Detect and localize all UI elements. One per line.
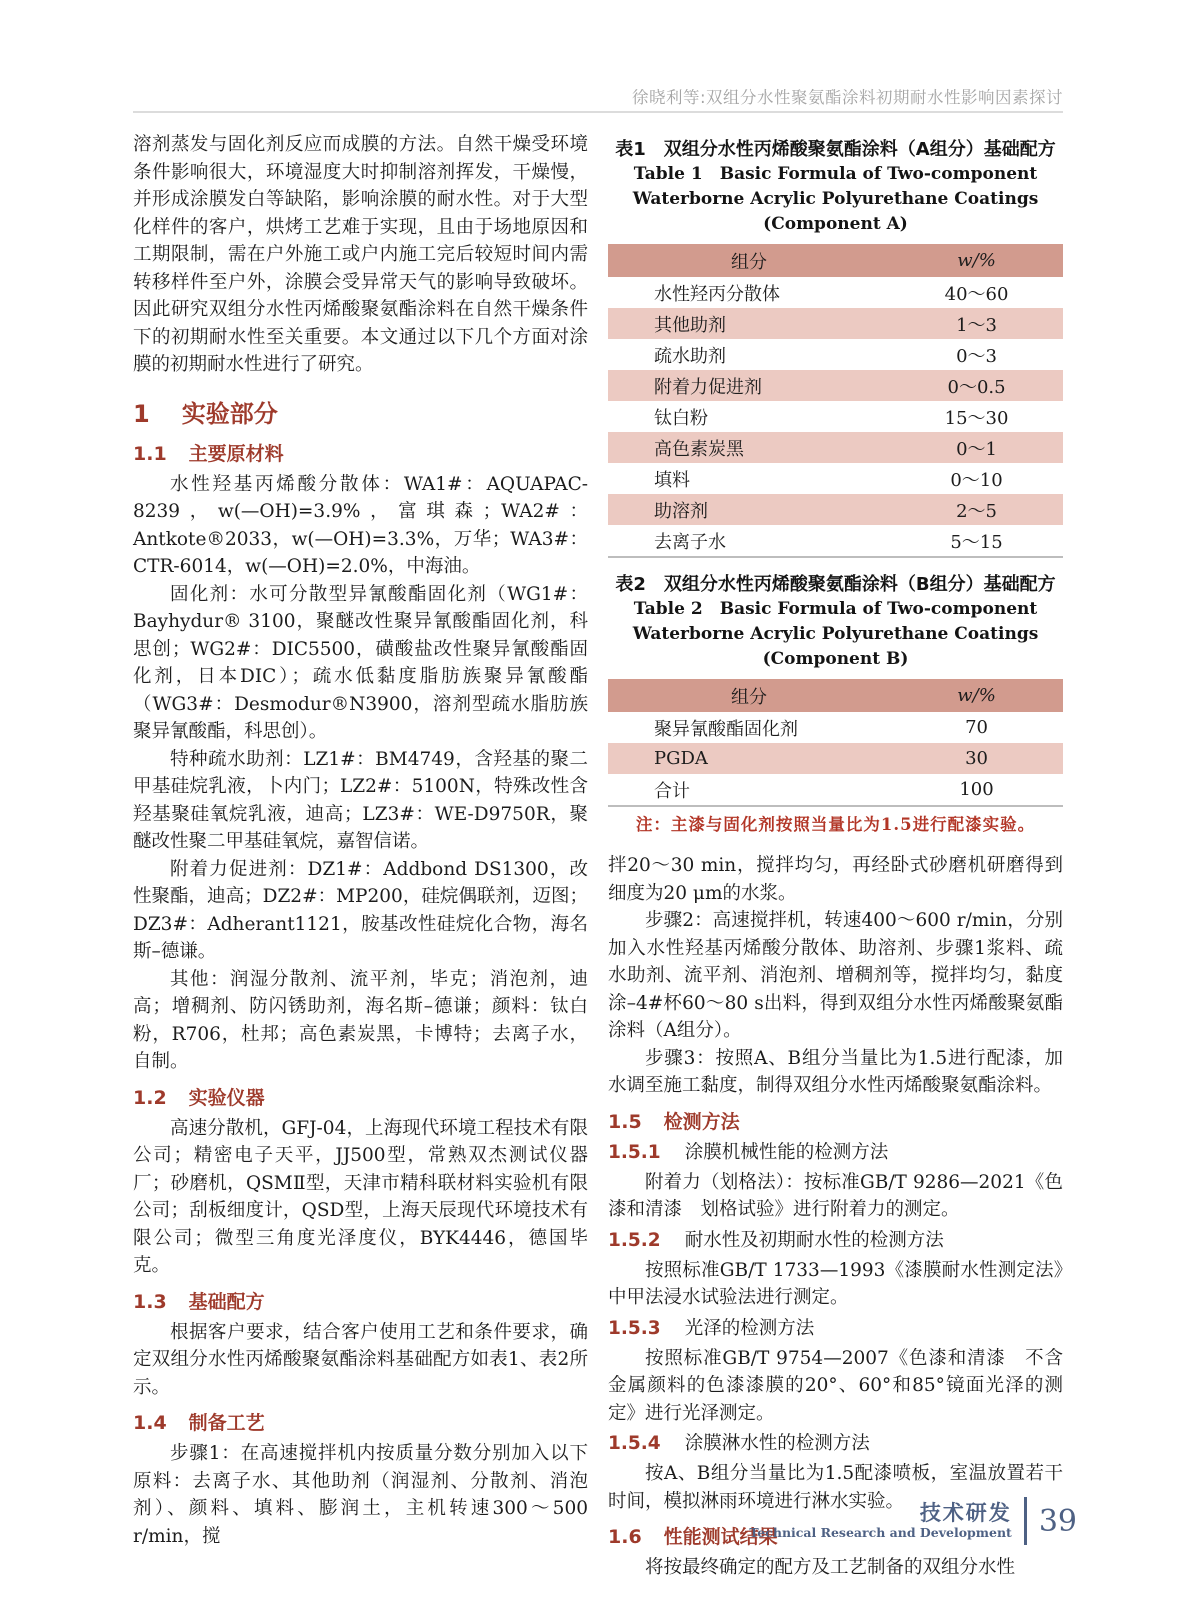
section-number: 1.5.2 bbox=[608, 1229, 661, 1251]
table-row bbox=[608, 743, 1063, 774]
component-cell: 疏水助剂 bbox=[654, 345, 726, 367]
table-1-caption-zh: 表1 双组分水性丙烯酸聚氨酯涂料（A组分）基础配方 bbox=[615, 139, 1056, 160]
right-column bbox=[608, 131, 1063, 1582]
step3-paragraph: 步骤3：按照A、B组分当量比为1.5进行配漆，加水调至施工黏度，制得双组分水性丙烯酸聚氨酯涂料。 bbox=[608, 1047, 1063, 1096]
component-cell: 附着力促进剂 bbox=[654, 376, 762, 398]
section-title: 性能测试结果 bbox=[663, 1526, 778, 1548]
table-1-body bbox=[608, 277, 1063, 557]
table-2-caption-en: Table 2 Basic Formula of Two-component Waterborne Acrylic Polyurethane Coatings (Component B) bbox=[632, 599, 1039, 669]
table-row bbox=[608, 463, 1063, 494]
section-number: 1.5.4 bbox=[608, 1433, 661, 1454]
instruments-paragraph: 高速分散机，GFJ-04，上海现代环境工程技术有限公司；精密电子天平，JJ500型，常熟双杰测试仪器厂；砂磨机，QSMⅡ型，天津市精科联材料实验机有限公司；刮板细度计，QSD型，上海天辰现代环境技术有限公司；微型三角度光泽度仪，BYK4446，德国毕克。 bbox=[133, 1117, 588, 1276]
section-title: 基础配方 bbox=[188, 1290, 265, 1313]
table-row bbox=[608, 494, 1063, 525]
table-row bbox=[608, 277, 1063, 308]
left-column bbox=[133, 131, 588, 1582]
table-1 bbox=[608, 137, 1063, 558]
table-1-caption-en: Table 1 Basic Formula of Two-component Waterborne Acrylic Polyurethane Coatings (Component A) bbox=[632, 164, 1039, 234]
rain-test-paragraph: 按A、B组分当量比为1.5配漆喷板，室温放置若干时间，模拟淋雨环境进行淋水实验。 bbox=[608, 1463, 1063, 1512]
table-row bbox=[608, 370, 1063, 401]
section-1-5-3-heading bbox=[608, 1315, 1063, 1343]
column-header-component: 组分 bbox=[608, 679, 890, 712]
column-header-weight-percent: w/% bbox=[890, 244, 1063, 277]
section-title: 制备工艺 bbox=[188, 1412, 265, 1434]
section-1-1-heading bbox=[133, 439, 588, 466]
table-2 bbox=[608, 572, 1063, 838]
section-1-5-2-heading bbox=[608, 1227, 1063, 1255]
page-footer bbox=[749, 1497, 1077, 1545]
materials-paragraph: 水性羟基丙烯酸分散体：WA1#：AQUAPAC-8239，w(—OH)=3.9%，富琪森；WA2#：Antkote®2033，w(—OH)=3.3%，万华；WA3#：CTR-6014，w(—OH)=2.0%，中海油。 bbox=[133, 473, 588, 577]
page-body bbox=[133, 131, 1063, 1582]
table-row bbox=[608, 401, 1063, 432]
table-2-caption-zh: 表2 双组分水性丙烯酸聚氨酯涂料（B组分）基础配方 bbox=[615, 574, 1056, 595]
table-2-note: 注：主漆与固化剂按照当量比为1.5进行配漆实验。 bbox=[635, 815, 1036, 834]
section-1-5-1-heading bbox=[608, 1139, 1063, 1167]
value-cell: 0～10 bbox=[950, 469, 1003, 491]
header-divider bbox=[133, 111, 1063, 113]
table-2-grid bbox=[608, 679, 1063, 807]
section-title: 主要原材料 bbox=[188, 442, 284, 465]
curing-agent-paragraph: 固化剂：水可分散型异氰酸酯固化剂（WG1#：Bayhydur® 3100，聚醚改性聚异氰酸酯固化剂，科思创；WG2#：DIC5500，磺酸盐改性聚异氰酸酯固化剂，日本DIC）；疏水低黏度脂肪族聚异氰酸酯（WG3#：Desmodur®N3900，溶剂型疏水脂肪族聚异氰酸酯，科思创）。 bbox=[133, 583, 588, 742]
table-header-row bbox=[608, 679, 1063, 712]
value-cell: 0～3 bbox=[956, 345, 997, 367]
step1-paragraph: 步骤1：在高速搅拌机内按质量分数分别加入以下原料：去离子水、其他助剂（润湿剂、分散剂、消泡剂）、颜料、填料、膨润土，主机转速300～500 r/min，搅 bbox=[133, 1443, 588, 1547]
section-title: 涂膜淋水性的检测方法 bbox=[684, 1433, 870, 1454]
value-cell: 70 bbox=[965, 717, 988, 738]
section-1-4-heading bbox=[133, 1408, 588, 1435]
adhesion-promoter-paragraph: 附着力促进剂：DZ1#：Addbond DS1300，改性聚酯，迪高；DZ2#：MP200，硅烷偶联剂，迈图；DZ3#：Adherant1121，胺基改性硅烷化合物，海名斯–德谦。 bbox=[133, 858, 588, 962]
column-header-component: 组分 bbox=[608, 244, 890, 277]
footer-section-en: Technical Research and Development bbox=[749, 1525, 1012, 1540]
footer-divider-bar bbox=[1024, 1497, 1027, 1545]
gloss-test-paragraph: 按照标准GB/T 9754—2007《色漆和清漆 不含金属颜料的色漆漆膜的20°、60°和85°镜面光泽的测定》进行光泽测定。 bbox=[608, 1347, 1063, 1424]
step1-continued-paragraph: 拌20～30 min，搅拌均匀，再经卧式砂磨机研磨得到细度为20 μm的水浆。 bbox=[608, 855, 1063, 904]
table-row bbox=[608, 525, 1063, 557]
running-title: 徐晓利等:双组分水性聚氨酯涂料初期耐水性影响因素探讨 bbox=[631, 88, 1063, 107]
column-header-weight-percent: w/% bbox=[890, 679, 1063, 712]
section-1-3-heading bbox=[133, 1287, 588, 1314]
results-paragraph: 将按最终确定的配方及工艺制备的双组分水性 bbox=[645, 1557, 1016, 1578]
section-title: 光泽的检测方法 bbox=[684, 1317, 815, 1339]
value-cell: 0～1 bbox=[956, 438, 997, 460]
component-cell: 钛白粉 bbox=[654, 407, 708, 429]
section-number: 1.5.3 bbox=[608, 1317, 661, 1339]
section-number: 1.6 bbox=[608, 1526, 642, 1548]
table-header-row bbox=[608, 244, 1063, 277]
section-title: 检测方法 bbox=[663, 1110, 740, 1133]
component-cell: 合计 bbox=[654, 780, 690, 802]
intro-paragraph: 溶剂蒸发与固化剂反应而成膜的方法。自然干燥受环境条件影响很大，环境湿度大时抑制溶剂挥发，干燥慢，并形成涂膜发白等缺陷，影响涂膜的耐水性。对于大型化样件的客户，烘烤工艺难于实现，且由于场地原因和工期限制，需在户外施工或户内施工完后较短时间内需转移样件至户外，涂膜会受异常天气的影响导致破坏。因此研究双组分水性丙烯酸聚氨酯涂料在自然干燥条件下的初期耐水性至关重要。本文通过以下几个方面对涂膜的初期耐水性进行了研究。 bbox=[133, 134, 588, 375]
other-materials-paragraph: 其他：润湿分散剂、流平剂，毕克；消泡剂，迪高；增稠剂、防闪锈助剂，海名斯–德谦；颜料：钛白粉，R706，杜邦；高色素炭黑，卡博特；去离子水，自制。 bbox=[133, 968, 588, 1072]
table-row bbox=[608, 432, 1063, 463]
section-number: 1 bbox=[133, 399, 150, 428]
section-number: 1.5.1 bbox=[608, 1141, 661, 1163]
table-row bbox=[608, 308, 1063, 339]
section-1-heading bbox=[133, 394, 588, 429]
value-cell: 2～5 bbox=[956, 500, 997, 522]
adhesion-test-paragraph: 附着力（划格法）：按标准GB/T 9286—2021《色漆和清漆 划格试验》进行附着力的测定。 bbox=[608, 1171, 1063, 1220]
section-number: 1.4 bbox=[133, 1412, 167, 1434]
page-number: 39 bbox=[1038, 1503, 1077, 1539]
section-title: 实验部分 bbox=[181, 399, 278, 428]
step2-paragraph: 步骤2：高速搅拌机，转速400～600 r/min，分别加入水性羟基丙烯酸分散体、助溶剂、步骤1浆料、疏水助剂、流平剂、消泡剂、增稠剂等，搅拌均匀，黏度涂–4#杯60～80 s出料，得到双组分水性丙烯酸聚氨酯涂料（A组分）。 bbox=[608, 910, 1063, 1041]
section-1-5-heading bbox=[608, 1107, 1063, 1134]
component-cell: PGDA bbox=[654, 748, 708, 769]
component-cell: 其他助剂 bbox=[654, 314, 726, 336]
section-1-2-heading bbox=[133, 1083, 588, 1110]
value-cell: 30 bbox=[965, 748, 988, 769]
section-1-5-4-heading bbox=[608, 1430, 1063, 1458]
section-title: 涂膜机械性能的检测方法 bbox=[684, 1141, 889, 1163]
section-title: 实验仪器 bbox=[188, 1086, 265, 1109]
section-number: 1.1 bbox=[133, 442, 167, 465]
component-cell: 水性羟丙分散体 bbox=[654, 283, 780, 305]
value-cell: 15～30 bbox=[944, 407, 1009, 429]
component-cell: 填料 bbox=[654, 469, 690, 491]
hydrophobic-additive-paragraph: 特种疏水助剂：LZ1#：BM4749，含羟基的聚二甲基硅烷乳液，卜内门；LZ2#：5100N，特殊改性含羟基聚硅氧烷乳液，迪高；LZ3#：WE-D9750R，聚醚改性聚二甲基硅氧烷，嘉智信诺。 bbox=[133, 748, 588, 852]
value-cell: 0～0.5 bbox=[947, 376, 1006, 398]
component-cell: 助溶剂 bbox=[654, 500, 708, 522]
base-formula-paragraph: 根据客户要求，结合客户使用工艺和条件要求，确定双组分水性丙烯酸聚氨酯涂料基础配方如表1、表2所示。 bbox=[133, 1321, 588, 1398]
water-resistance-test-paragraph: 按照标准GB/T 1733—1993《漆膜耐水性测定法》中甲法浸水试验法进行测定。 bbox=[608, 1259, 1063, 1308]
table-2-head bbox=[608, 679, 1063, 712]
component-cell: 去离子水 bbox=[654, 531, 726, 553]
value-cell: 5～15 bbox=[950, 531, 1003, 553]
value-cell: 100 bbox=[959, 779, 994, 800]
component-cell: 高色素炭黑 bbox=[654, 438, 744, 460]
footer-section-labels bbox=[749, 1501, 1011, 1541]
table-row bbox=[608, 774, 1063, 806]
section-title: 耐水性及初期耐水性的检测方法 bbox=[684, 1229, 944, 1251]
table-1-grid bbox=[608, 244, 1063, 558]
section-number: 1.2 bbox=[133, 1086, 167, 1109]
value-cell: 1～3 bbox=[956, 314, 997, 336]
component-cell: 聚异氰酸酯固化剂 bbox=[654, 718, 798, 740]
section-number: 1.5 bbox=[608, 1110, 642, 1133]
footer-section-zh: 技术研发 bbox=[919, 1501, 1012, 1525]
table-2-body bbox=[608, 712, 1063, 806]
table-row bbox=[608, 339, 1063, 370]
table-row bbox=[608, 712, 1063, 743]
value-cell: 40～60 bbox=[944, 283, 1009, 305]
table-1-head bbox=[608, 244, 1063, 277]
section-number: 1.3 bbox=[133, 1290, 167, 1313]
